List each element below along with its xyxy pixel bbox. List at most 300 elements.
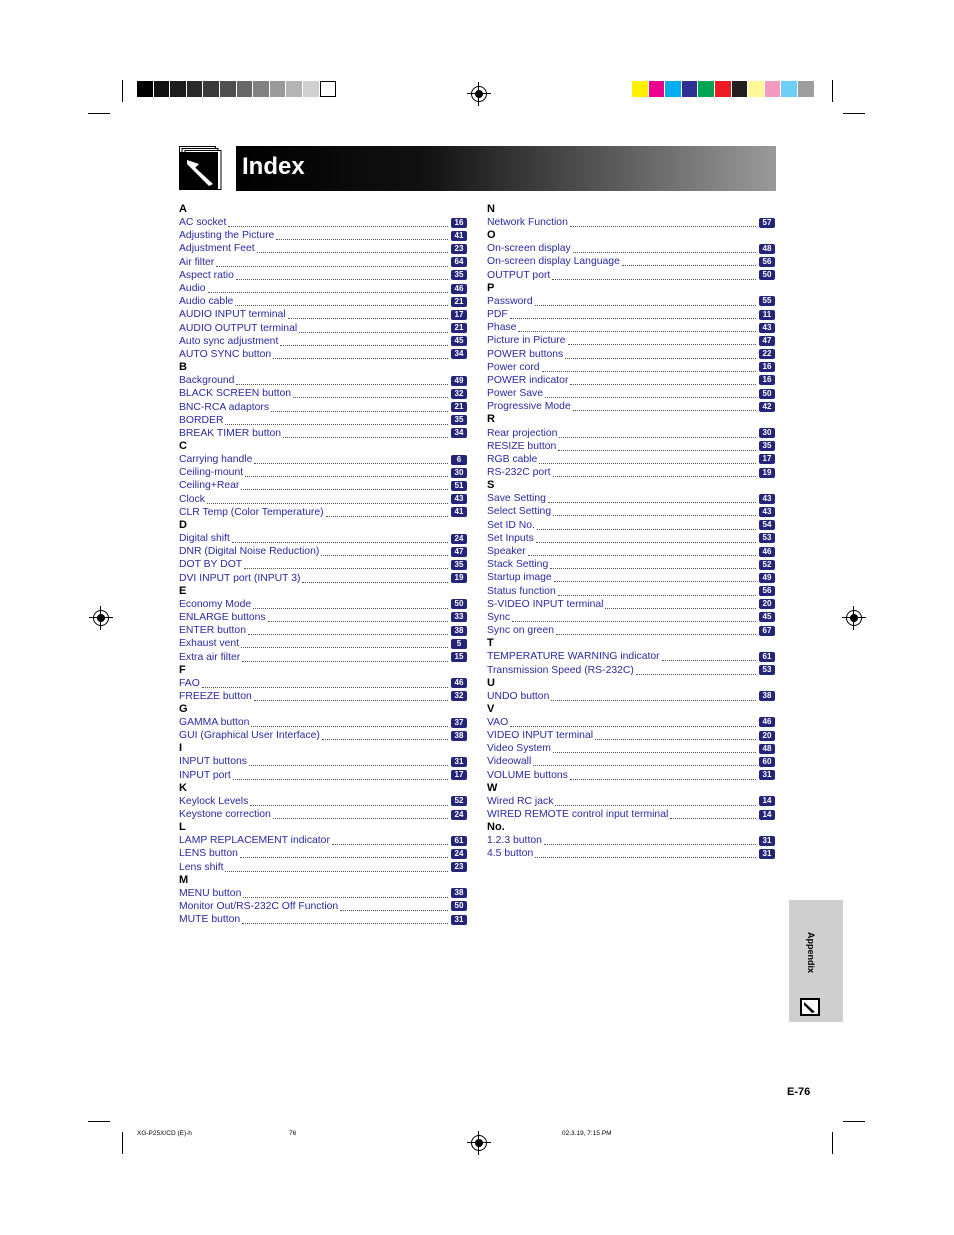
index-entry[interactable] bbox=[487, 571, 775, 584]
index-entry-term[interactable]: AC socket bbox=[179, 217, 227, 229]
index-entry-term[interactable]: VAO bbox=[487, 716, 509, 728]
index-entry-term[interactable]: Digital shift bbox=[179, 533, 230, 545]
page-badge[interactable]: 30 bbox=[451, 468, 467, 478]
index-entry-term[interactable]: WIRED REMOTE control input terminal bbox=[487, 809, 669, 821]
page-badge[interactable]: 48 bbox=[759, 244, 775, 254]
index-entry[interactable] bbox=[179, 335, 467, 348]
page-badge[interactable]: 46 bbox=[451, 678, 467, 688]
swatch bbox=[649, 81, 666, 97]
dot-leader bbox=[556, 626, 756, 635]
page-badge[interactable]: 16 bbox=[451, 218, 467, 228]
index-entry-term[interactable]: Picture in Picture bbox=[487, 335, 566, 347]
index-entry-term[interactable]: Exhaust vent bbox=[179, 638, 240, 650]
index-entry-term[interactable]: Keylock Levels bbox=[179, 795, 249, 807]
color-registration-bar bbox=[632, 81, 815, 97]
index-entry-term[interactable]: Power Save bbox=[487, 388, 544, 400]
dot-leader bbox=[568, 336, 756, 345]
index-entry[interactable] bbox=[179, 532, 467, 545]
page-badge[interactable]: 43 bbox=[759, 494, 775, 504]
index-entry[interactable] bbox=[487, 598, 775, 611]
index-entry[interactable] bbox=[179, 545, 467, 558]
index-entry-term[interactable]: LENS button bbox=[179, 848, 238, 860]
index-entry-term[interactable]: Audio cable bbox=[179, 296, 234, 308]
dot-leader bbox=[537, 521, 756, 530]
index-entry[interactable] bbox=[179, 795, 467, 808]
page-badge[interactable]: 38 bbox=[451, 731, 467, 741]
page-badge[interactable]: 32 bbox=[451, 389, 467, 399]
index-section-letter: C bbox=[179, 440, 187, 452]
index-entry[interactable] bbox=[179, 479, 467, 492]
index-entry[interactable] bbox=[487, 532, 775, 545]
index-entry-term[interactable]: Videowall bbox=[487, 756, 532, 768]
index-entry[interactable] bbox=[487, 769, 775, 782]
page-badge[interactable]: 51 bbox=[451, 481, 467, 491]
dot-leader bbox=[595, 731, 756, 740]
dot-leader bbox=[533, 757, 756, 766]
index-entry[interactable] bbox=[179, 900, 467, 913]
index-entry[interactable] bbox=[487, 847, 775, 860]
page-badge[interactable]: 52 bbox=[759, 560, 775, 570]
page-badge[interactable]: 31 bbox=[451, 757, 467, 767]
index-entry[interactable] bbox=[179, 308, 467, 321]
index-entry-term[interactable]: Keystone correction bbox=[179, 809, 271, 821]
index-entry-term[interactable]: CLR Temp (Color Temperature) bbox=[179, 506, 324, 518]
index-entry-term[interactable]: TEMPERATURE WARNING indicator bbox=[487, 651, 660, 663]
index-entry[interactable] bbox=[487, 690, 775, 703]
index-entry[interactable] bbox=[179, 716, 467, 729]
page-badge[interactable]: 46 bbox=[451, 284, 467, 294]
index-entry-term[interactable]: Phase bbox=[487, 322, 517, 334]
index-entry-term[interactable]: OUTPUT port bbox=[487, 269, 551, 281]
page-badge[interactable]: 67 bbox=[759, 626, 775, 636]
index-entry[interactable] bbox=[487, 558, 775, 571]
index-entry[interactable] bbox=[487, 387, 775, 400]
index-entry[interactable] bbox=[179, 374, 467, 387]
index-entry[interactable] bbox=[179, 295, 467, 308]
index-entry-term[interactable]: RS-232C port bbox=[487, 467, 551, 479]
index-entry[interactable] bbox=[179, 677, 467, 690]
index-entry[interactable] bbox=[487, 334, 775, 347]
index-entry[interactable] bbox=[487, 519, 775, 532]
index-entry-term[interactable]: Stack Setting bbox=[487, 559, 549, 571]
index-entry[interactable] bbox=[487, 716, 775, 729]
index-entry[interactable] bbox=[179, 887, 467, 900]
index-entry[interactable] bbox=[487, 440, 775, 453]
index-entry-term[interactable]: Wired RC jack bbox=[487, 795, 554, 807]
index-entry[interactable] bbox=[487, 269, 775, 282]
page-badge[interactable]: 21 bbox=[451, 402, 467, 412]
dot-leader bbox=[554, 573, 756, 582]
dot-leader bbox=[512, 613, 756, 622]
page-badge[interactable]: 60 bbox=[759, 757, 775, 767]
page-badge[interactable]: 22 bbox=[759, 349, 775, 359]
page-badge[interactable]: 6 bbox=[451, 455, 467, 465]
index-entry-term[interactable]: DOT BY DOT bbox=[179, 559, 243, 571]
page-badge[interactable]: 50 bbox=[451, 599, 467, 609]
index-entry-term[interactable]: BNC-RCA adaptors bbox=[179, 401, 270, 413]
index-entry-term[interactable]: PDF bbox=[487, 309, 508, 321]
index-entry[interactable] bbox=[179, 282, 467, 295]
page-badge[interactable]: 46 bbox=[759, 717, 775, 727]
index-entry[interactable] bbox=[179, 650, 467, 663]
dot-leader bbox=[322, 731, 448, 740]
page-badge[interactable]: 43 bbox=[759, 507, 775, 517]
index-entry-term[interactable]: VIDEO INPUT terminal bbox=[487, 730, 594, 742]
index-entry[interactable] bbox=[487, 834, 775, 847]
index-entry[interactable] bbox=[179, 834, 467, 847]
page-badge[interactable]: 16 bbox=[759, 375, 775, 385]
swatch bbox=[187, 81, 204, 97]
dot-leader bbox=[233, 771, 448, 780]
swatch bbox=[665, 81, 682, 97]
index-entry-term[interactable]: GUI (Graphical User Interface) bbox=[179, 730, 320, 742]
index-entry-term[interactable]: Sync bbox=[487, 611, 511, 623]
index-entry[interactable] bbox=[487, 453, 775, 466]
index-entry-term[interactable]: On-screen display Language bbox=[487, 256, 620, 268]
index-entry[interactable] bbox=[179, 624, 467, 637]
index-entry[interactable] bbox=[179, 611, 467, 624]
page-badge[interactable]: 31 bbox=[759, 770, 775, 780]
page-badge[interactable]: 46 bbox=[759, 547, 775, 557]
index-entry-term[interactable]: POWER indicator bbox=[487, 374, 569, 386]
index-entry[interactable] bbox=[487, 321, 775, 334]
index-entry-term[interactable]: Sync on green bbox=[487, 625, 555, 637]
index-entry[interactable] bbox=[487, 295, 775, 308]
page-badge[interactable]: 41 bbox=[451, 231, 467, 241]
swatch bbox=[170, 81, 187, 97]
index-entry[interactable] bbox=[179, 913, 467, 926]
dot-leader bbox=[570, 218, 756, 227]
index-entry-term[interactable]: UNDO button bbox=[487, 690, 550, 702]
page-badge[interactable]: 11 bbox=[759, 310, 775, 320]
index-entry[interactable] bbox=[179, 808, 467, 821]
swatch bbox=[781, 81, 798, 97]
index-entry-term[interactable]: AUTO SYNC button bbox=[179, 348, 272, 360]
index-entry[interactable] bbox=[487, 400, 775, 413]
page-badge[interactable]: 32 bbox=[451, 691, 467, 701]
dot-leader bbox=[555, 797, 756, 806]
dot-leader bbox=[273, 350, 448, 359]
page-badge[interactable]: 55 bbox=[759, 296, 775, 306]
index-entry[interactable] bbox=[179, 229, 467, 242]
page-badge[interactable]: 61 bbox=[451, 836, 467, 846]
page-badge[interactable]: 23 bbox=[451, 244, 467, 254]
dot-leader bbox=[244, 560, 448, 569]
index-entry[interactable] bbox=[487, 492, 775, 505]
page-badge[interactable]: 35 bbox=[451, 560, 467, 570]
index-entry[interactable] bbox=[179, 572, 467, 585]
page-badge[interactable]: 54 bbox=[759, 520, 775, 530]
index-entry[interactable] bbox=[179, 506, 467, 519]
index-entry[interactable] bbox=[179, 453, 467, 466]
index-entry[interactable] bbox=[179, 242, 467, 255]
index-entry-term[interactable]: Adjusting the Picture bbox=[179, 230, 275, 242]
index-entry[interactable] bbox=[487, 374, 775, 387]
page-badge[interactable]: 61 bbox=[759, 652, 775, 662]
index-entry[interactable] bbox=[487, 742, 775, 755]
index-section-letter: R bbox=[487, 413, 495, 426]
index-entry[interactable] bbox=[179, 269, 467, 282]
page-badge[interactable]: 49 bbox=[451, 376, 467, 386]
page-badge[interactable]: 16 bbox=[759, 362, 775, 372]
dot-leader bbox=[288, 310, 448, 319]
index-entry[interactable] bbox=[487, 216, 775, 229]
index-entry[interactable] bbox=[487, 505, 775, 518]
index-entry-term[interactable]: Transmission Speed (RS-232C) bbox=[487, 664, 634, 676]
index-entry[interactable] bbox=[179, 729, 467, 742]
index-entry-term[interactable]: DNR (Digital Noise Reduction) bbox=[179, 546, 320, 558]
index-entry[interactable] bbox=[179, 769, 467, 782]
index-entry[interactable] bbox=[487, 348, 775, 361]
page-badge[interactable]: 49 bbox=[759, 573, 775, 583]
page-badge[interactable]: 43 bbox=[759, 323, 775, 333]
dot-leader bbox=[271, 403, 448, 412]
index-entry-term[interactable]: Power cord bbox=[487, 361, 540, 373]
index-entry[interactable] bbox=[487, 624, 775, 637]
index-entry[interactable] bbox=[179, 493, 467, 506]
index-entry[interactable] bbox=[179, 348, 467, 361]
index-entry[interactable] bbox=[179, 637, 467, 650]
page-badge[interactable]: 47 bbox=[451, 547, 467, 557]
index-entry-term[interactable]: On-screen display bbox=[487, 243, 571, 255]
index-entry-term[interactable]: INPUT port bbox=[179, 769, 231, 781]
index-entry[interactable] bbox=[487, 255, 775, 268]
index-entry-term[interactable]: Ceiling-mount bbox=[179, 467, 244, 479]
index-entry-term[interactable]: BORDER bbox=[179, 414, 224, 426]
index-entry-term[interactable]: Audio bbox=[179, 283, 206, 295]
page-badge[interactable]: 41 bbox=[451, 507, 467, 517]
index-entry-term[interactable]: GAMMA button bbox=[179, 717, 250, 729]
index-entry-term[interactable]: Password bbox=[487, 295, 533, 307]
page-badge[interactable]: 53 bbox=[759, 533, 775, 543]
index-entry-term[interactable]: BREAK TIMER button bbox=[179, 427, 282, 439]
page-badge[interactable]: 43 bbox=[451, 494, 467, 504]
page-badge[interactable]: 52 bbox=[451, 796, 467, 806]
page-badge[interactable]: 45 bbox=[759, 612, 775, 622]
dot-leader bbox=[240, 849, 448, 858]
index-entry-term[interactable]: ENTER button bbox=[179, 625, 246, 637]
index-entry-term[interactable]: Lens shift bbox=[179, 861, 224, 873]
index-entry-term[interactable]: Auto sync adjustment bbox=[179, 335, 279, 347]
index-entry-term[interactable]: Status function bbox=[487, 585, 556, 597]
dot-leader bbox=[216, 258, 448, 267]
swatch bbox=[682, 81, 699, 97]
page-badge[interactable]: 35 bbox=[451, 415, 467, 425]
page-badge[interactable]: 50 bbox=[759, 270, 775, 280]
index-entry[interactable] bbox=[179, 466, 467, 479]
index-entry-term[interactable]: Network Function bbox=[487, 217, 568, 229]
index-entry[interactable] bbox=[487, 795, 775, 808]
page-badge[interactable]: 56 bbox=[759, 257, 775, 267]
dot-leader bbox=[552, 271, 756, 280]
index-entry-term[interactable]: VOLUME buttons bbox=[487, 769, 568, 781]
index-entry-term[interactable]: BLACK SCREEN button bbox=[179, 388, 292, 400]
page-badge[interactable]: 17 bbox=[759, 454, 775, 464]
dot-leader bbox=[242, 915, 448, 924]
index-entry[interactable] bbox=[179, 558, 467, 571]
dot-leader bbox=[257, 244, 448, 253]
index-entry[interactable] bbox=[487, 426, 775, 439]
page-badge[interactable]: 47 bbox=[759, 336, 775, 346]
index-entry[interactable] bbox=[487, 755, 775, 768]
page-badge[interactable]: 35 bbox=[759, 441, 775, 451]
appendix-mini-icon bbox=[800, 998, 820, 1016]
index-entry-term[interactable]: Aspect ratio bbox=[179, 269, 234, 281]
swatch bbox=[698, 81, 715, 97]
page-badge[interactable]: 37 bbox=[451, 718, 467, 728]
index-section-letter: G bbox=[179, 703, 188, 715]
index-entry-term[interactable]: RESIZE button bbox=[487, 440, 557, 452]
page-badge[interactable]: 35 bbox=[451, 270, 467, 280]
page-badge[interactable]: 19 bbox=[451, 573, 467, 583]
index-entry[interactable] bbox=[179, 322, 467, 335]
page-badge[interactable]: 34 bbox=[451, 428, 467, 438]
index-section-letter: E bbox=[179, 584, 187, 597]
dot-leader bbox=[254, 455, 448, 464]
page-badge[interactable]: 53 bbox=[759, 665, 775, 675]
index-entry-term[interactable]: Rear projection bbox=[487, 427, 558, 439]
index-entry[interactable] bbox=[179, 414, 467, 427]
index-entry-term[interactable]: S-VIDEO INPUT terminal bbox=[487, 598, 604, 610]
page-badge[interactable]: 57 bbox=[759, 218, 775, 228]
index-entry-term[interactable]: FREEZE button bbox=[179, 690, 252, 702]
index-entry[interactable] bbox=[487, 545, 775, 558]
index-section-letter: V bbox=[487, 702, 495, 715]
dot-leader bbox=[535, 297, 756, 306]
index-entry-term[interactable]: Ceiling+Rear bbox=[179, 480, 240, 492]
index-entry[interactable] bbox=[487, 611, 775, 624]
page-badge[interactable]: 31 bbox=[759, 836, 775, 846]
index-entry[interactable] bbox=[487, 808, 775, 821]
index-entry-term[interactable]: 4.5 button bbox=[487, 848, 534, 860]
index-entry[interactable] bbox=[179, 690, 467, 703]
index-entry-term[interactable]: POWER buttons bbox=[487, 348, 564, 360]
index-entry[interactable] bbox=[179, 216, 467, 229]
index-entry-term[interactable]: AUDIO INPUT terminal bbox=[179, 309, 286, 321]
dot-leader bbox=[228, 218, 448, 227]
index-entry[interactable] bbox=[487, 242, 775, 255]
page-badge[interactable]: 23 bbox=[451, 862, 467, 872]
index-entry-term[interactable]: 1.2.3 button bbox=[487, 835, 542, 847]
page-badge[interactable]: 21 bbox=[451, 297, 467, 307]
page-badge[interactable]: 5 bbox=[451, 639, 467, 649]
page-badge[interactable]: 50 bbox=[451, 901, 467, 911]
page-badge[interactable]: 24 bbox=[451, 810, 467, 820]
index-entry-term[interactable]: Save Setting bbox=[487, 493, 546, 505]
index-entry-term[interactable]: Speaker bbox=[487, 546, 526, 558]
index-entry-term[interactable]: Adjustment Feet bbox=[179, 243, 255, 255]
page-badge[interactable]: 50 bbox=[759, 389, 775, 399]
index-entry-term[interactable]: Startup image bbox=[487, 572, 552, 584]
index-entry-term[interactable]: Set Inputs bbox=[487, 532, 534, 544]
index-entry-term[interactable]: MENU button bbox=[179, 887, 242, 899]
index-entry-term[interactable]: FAO bbox=[179, 677, 200, 689]
page-badge[interactable]: 38 bbox=[759, 691, 775, 701]
page-badge[interactable]: 14 bbox=[759, 810, 775, 820]
page-badge[interactable]: 14 bbox=[759, 796, 775, 806]
page-badge[interactable]: 31 bbox=[759, 849, 775, 859]
index-entry-term[interactable]: RGB cable bbox=[487, 453, 538, 465]
index-entry[interactable] bbox=[487, 585, 775, 598]
page-badge[interactable]: 38 bbox=[451, 888, 467, 898]
index-section-letter: D bbox=[179, 518, 187, 531]
page-badge[interactable]: 42 bbox=[759, 402, 775, 412]
page-badge[interactable]: 17 bbox=[451, 770, 467, 780]
index-entry-term[interactable]: LAMP REPLACEMENT indicator bbox=[179, 835, 330, 847]
page-badge[interactable]: 24 bbox=[451, 534, 467, 544]
swatch bbox=[137, 81, 154, 97]
index-entry[interactable] bbox=[487, 729, 775, 742]
index-entry[interactable] bbox=[179, 400, 467, 413]
page-badge[interactable]: 20 bbox=[759, 599, 775, 609]
dot-leader bbox=[570, 376, 756, 385]
index-entry-term[interactable]: INPUT buttons bbox=[179, 756, 247, 768]
index-entry-term[interactable]: Carrying handle bbox=[179, 454, 253, 466]
dot-leader bbox=[225, 863, 448, 872]
index-entry[interactable] bbox=[487, 650, 775, 663]
index-entry-term[interactable]: MUTE button bbox=[179, 914, 241, 926]
dot-leader bbox=[254, 692, 448, 701]
page-badge[interactable]: 45 bbox=[451, 336, 467, 346]
index-entry[interactable] bbox=[487, 466, 775, 479]
index-entry-term[interactable]: Monitor Out/RS-232C Off Function bbox=[179, 900, 339, 912]
index-entry-term[interactable]: Extra air filter bbox=[179, 651, 241, 663]
index-section-letter: P bbox=[487, 281, 495, 294]
page-badge[interactable]: 64 bbox=[451, 257, 467, 267]
dot-leader bbox=[332, 836, 448, 845]
appendix-book-icon bbox=[179, 146, 223, 190]
index-entry-term[interactable]: Video System bbox=[487, 743, 551, 755]
index-entry[interactable] bbox=[179, 755, 467, 768]
index-entry-term[interactable]: Air filter bbox=[179, 256, 215, 268]
index-entry-term[interactable]: Set ID No. bbox=[487, 519, 535, 531]
dot-leader bbox=[207, 495, 448, 504]
index-entry-term[interactable]: Select Setting bbox=[487, 506, 552, 518]
index-entry-term[interactable]: DVI INPUT port (INPUT 3) bbox=[179, 572, 301, 584]
index-entry-term[interactable]: Progressive Mode bbox=[487, 401, 571, 413]
page-badge[interactable]: 17 bbox=[451, 310, 467, 320]
index-entry[interactable] bbox=[179, 387, 467, 400]
index-entry[interactable] bbox=[487, 361, 775, 374]
page-badge[interactable]: 33 bbox=[451, 612, 467, 622]
page-badge[interactable]: 34 bbox=[451, 349, 467, 359]
index-entry[interactable] bbox=[179, 847, 467, 860]
index-entry[interactable] bbox=[487, 308, 775, 321]
page-badge[interactable]: 56 bbox=[759, 586, 775, 596]
index-entry[interactable] bbox=[179, 427, 467, 440]
index-entry-term[interactable]: Economy Mode bbox=[179, 598, 252, 610]
dot-leader bbox=[253, 600, 448, 609]
page-badge[interactable]: 19 bbox=[759, 468, 775, 478]
index-entry-term[interactable]: Clock bbox=[179, 493, 205, 505]
page-badge[interactable]: 24 bbox=[451, 849, 467, 859]
dot-leader bbox=[622, 257, 756, 266]
index-entry[interactable] bbox=[179, 256, 467, 269]
index-entry[interactable] bbox=[179, 598, 467, 611]
page-badge[interactable]: 38 bbox=[451, 626, 467, 636]
page-badge[interactable]: 48 bbox=[759, 744, 775, 754]
page-badge[interactable]: 30 bbox=[759, 428, 775, 438]
index-entry[interactable] bbox=[487, 663, 775, 676]
index-entry-term[interactable]: AUDIO OUTPUT terminal bbox=[179, 322, 298, 334]
page-badge[interactable]: 21 bbox=[451, 323, 467, 333]
index-entry-term[interactable]: Background bbox=[179, 375, 235, 387]
page-badge[interactable]: 20 bbox=[759, 731, 775, 741]
page-badge[interactable]: 31 bbox=[451, 915, 467, 925]
index-entry[interactable] bbox=[179, 861, 467, 874]
index-entry-term[interactable]: ENLARGE buttons bbox=[179, 611, 266, 623]
page-badge[interactable]: 15 bbox=[451, 652, 467, 662]
